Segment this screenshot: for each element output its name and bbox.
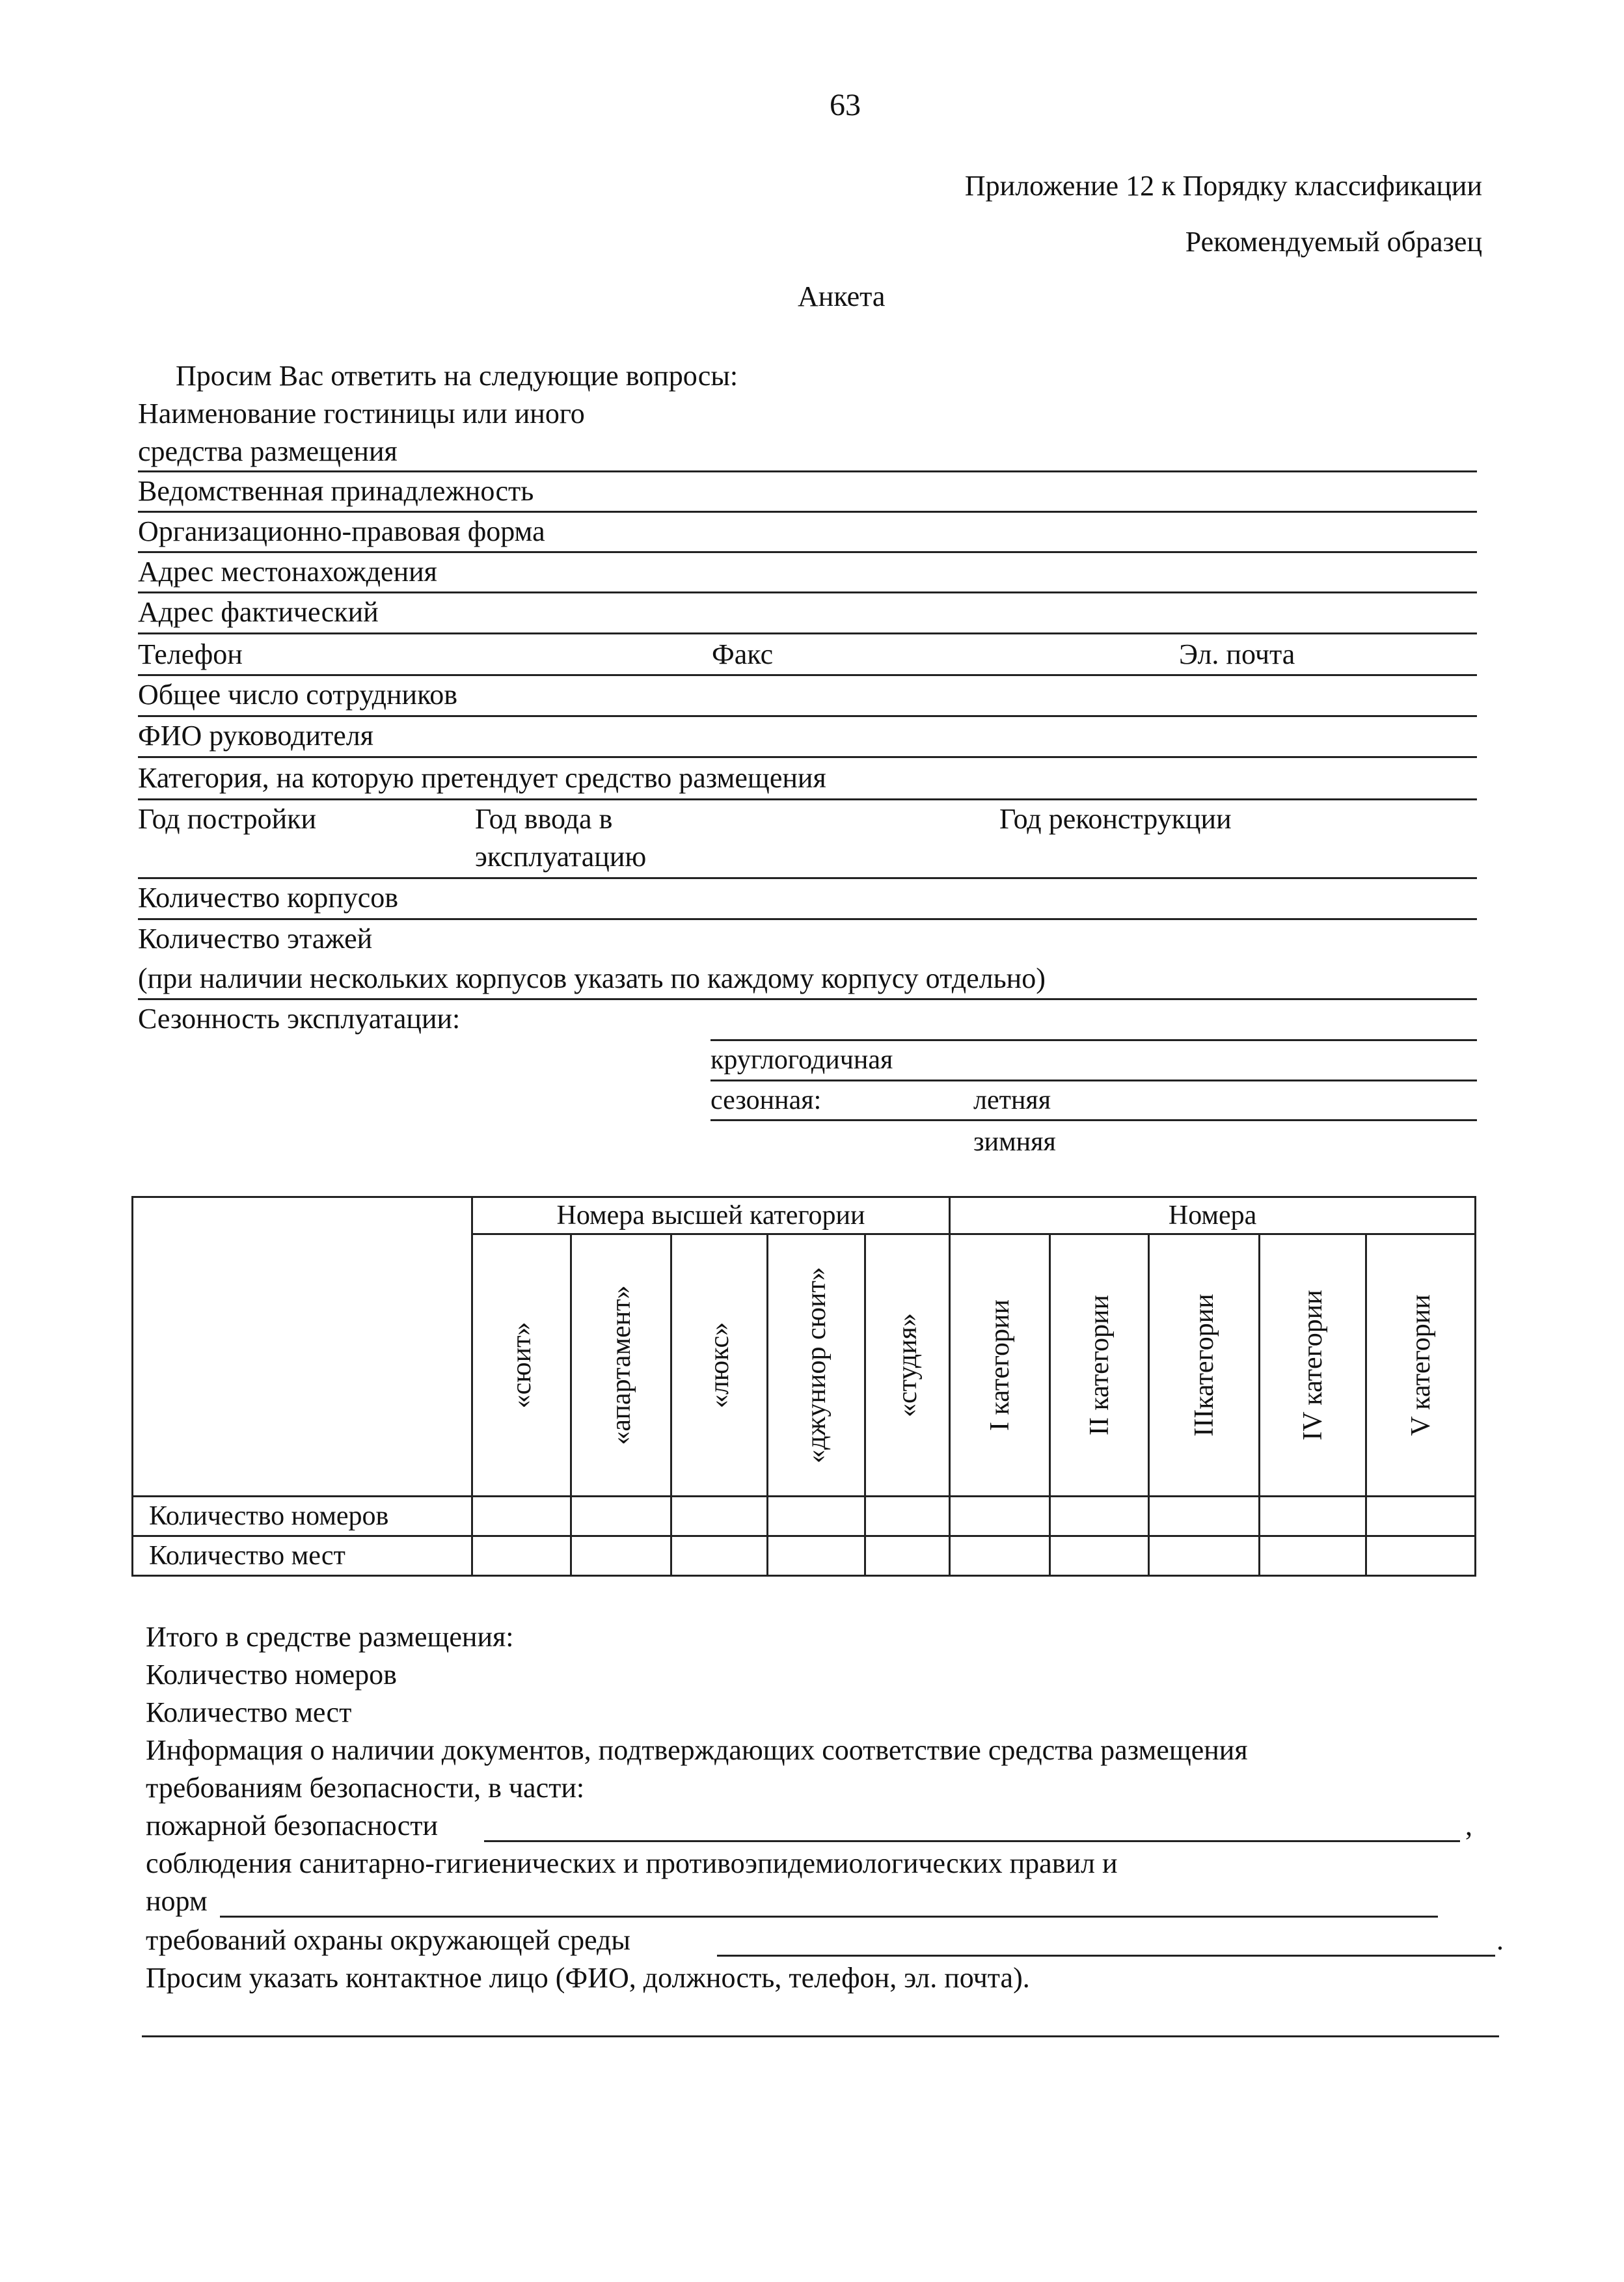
- col-studio: «студия»: [865, 1234, 950, 1497]
- contact-person-line[interactable]: [142, 2035, 1499, 2037]
- appendix-reference: Приложение 12 к Порядку классификации: [964, 170, 1482, 202]
- total-places-label: Количество мест: [146, 1696, 352, 1728]
- category-label: Категория, на которую претендует средство размещения: [138, 762, 826, 794]
- year-commission-label: Год ввода в: [475, 803, 613, 835]
- environment-line[interactable]: [717, 1955, 1495, 1957]
- year-commission-label-2: эксплуатацию: [475, 841, 647, 873]
- sanitary-line[interactable]: [220, 1916, 1438, 1918]
- table-cell[interactable]: [768, 1536, 865, 1576]
- email-label: Эл. почта: [1179, 638, 1295, 670]
- table-cell[interactable]: [1260, 1536, 1366, 1576]
- col-category-4: IV категории: [1260, 1234, 1366, 1497]
- department-label: Ведомственная принадлежность: [138, 475, 534, 507]
- table-cell[interactable]: [1149, 1497, 1260, 1536]
- table-cell[interactable]: [671, 1497, 768, 1536]
- table-cell[interactable]: [1050, 1536, 1149, 1576]
- director-label: ФИО руководителя: [138, 720, 373, 752]
- total-rooms-label: Количество номеров: [146, 1659, 397, 1691]
- recommended-sample: Рекомендуемый образец: [1185, 226, 1482, 258]
- floors-line[interactable]: [138, 998, 1477, 1000]
- buildings-label: Количество корпусов: [138, 882, 399, 914]
- rooms-table: [131, 1196, 1476, 1577]
- group-highest-header: Номера высшей категории: [472, 1197, 950, 1234]
- table-cell[interactable]: [950, 1497, 1050, 1536]
- col-suite: «сюит»: [472, 1234, 571, 1497]
- table-cell[interactable]: [1366, 1536, 1476, 1576]
- employees-label: Общее число сотрудников: [138, 679, 458, 711]
- summer-option: летняя: [973, 1085, 1051, 1115]
- actual-address-line[interactable]: [138, 632, 1477, 634]
- col-category-2: II категории: [1050, 1234, 1149, 1497]
- phone-label: Телефон: [138, 638, 243, 670]
- category-line[interactable]: [138, 798, 1477, 800]
- year-round-line[interactable]: [710, 1080, 1477, 1081]
- table-cell[interactable]: [472, 1536, 571, 1576]
- actual-address-label: Адрес фактический: [138, 596, 379, 628]
- year-built-label: Год постройки: [138, 803, 317, 835]
- form-title: Анкета: [798, 280, 886, 312]
- table-cell[interactable]: [571, 1536, 671, 1576]
- environment-label: требований охраны окружающей среды: [146, 1924, 630, 1956]
- fire-safety-line[interactable]: [484, 1840, 1460, 1842]
- documents-info-label-2: требованиям безопасности, в части:: [146, 1772, 585, 1804]
- intro-text: Просим Вас ответить на следующие вопросы:: [176, 360, 738, 392]
- year-reconstruction-label: Год реконструкции: [999, 803, 1232, 835]
- table-row: [133, 1497, 1476, 1536]
- table-cell[interactable]: [571, 1497, 671, 1536]
- table-cell[interactable]: [671, 1536, 768, 1576]
- fire-safety-comma: ,: [1465, 1810, 1472, 1841]
- director-line[interactable]: [138, 756, 1477, 758]
- buildings-line[interactable]: [138, 918, 1477, 920]
- fax-label: Факс: [712, 638, 774, 670]
- row-label-rooms: Количество номеров: [133, 1497, 472, 1536]
- seasonality-label: Сезонность эксплуатации:: [138, 1003, 461, 1035]
- environment-period: .: [1496, 1924, 1504, 1956]
- seasonal-line[interactable]: [710, 1119, 1477, 1121]
- col-category-3: IIIкатегории: [1149, 1234, 1260, 1497]
- table-cell[interactable]: [1149, 1536, 1260, 1576]
- floors-note: (при наличии нескольких корпусов указать по каждому корпусу отдельно): [138, 962, 1046, 994]
- table-cell[interactable]: [1260, 1497, 1366, 1536]
- employees-line[interactable]: [138, 715, 1477, 717]
- col-junior-suite: «джуниор сюит»: [768, 1234, 865, 1497]
- documents-info-label: Информация о наличии документов, подтверждающих соответствие средства размещения: [146, 1734, 1248, 1766]
- year-round-option: круглогодичная: [710, 1045, 893, 1075]
- col-category-1: I категории: [950, 1234, 1050, 1497]
- fire-safety-label: пожарной безопасности: [146, 1810, 439, 1841]
- contact-person-label: Просим указать контактное лицо (ФИО, должность, телефон, эл. почта).: [146, 1962, 1030, 1994]
- col-apartment: «апартамент»: [571, 1234, 671, 1497]
- table-row: [133, 1536, 1476, 1576]
- table-cell[interactable]: [865, 1497, 950, 1536]
- table-cell[interactable]: [472, 1497, 571, 1536]
- seasonal-option: сезонная:: [710, 1085, 822, 1115]
- page-number: 63: [830, 88, 861, 122]
- table-cell[interactable]: [1366, 1497, 1476, 1536]
- group-rooms-header: Номера: [950, 1197, 1476, 1234]
- table-cell[interactable]: [865, 1536, 950, 1576]
- row-label-places: Количество мест: [133, 1536, 472, 1576]
- table-cell[interactable]: [768, 1497, 865, 1536]
- sanitary-label: соблюдения санитарно-гигиенических и противоэпидемиологических правил и: [146, 1847, 1118, 1879]
- legal-form-label: Организационно-правовая форма: [138, 515, 545, 547]
- hotel-name-line[interactable]: [138, 470, 1477, 472]
- seasonality-line[interactable]: [710, 1039, 1477, 1041]
- table-cell[interactable]: [1050, 1497, 1149, 1536]
- table-corner: [133, 1197, 472, 1497]
- winter-option: зимняя: [973, 1127, 1056, 1157]
- hotel-name-label: Наименование гостиницы или иного: [138, 398, 585, 429]
- floors-label: Количество этажей: [138, 923, 373, 955]
- location-address-label: Адрес местонахождения: [138, 556, 437, 588]
- col-lux: «люкс»: [671, 1234, 768, 1497]
- department-line[interactable]: [138, 511, 1477, 513]
- years-line[interactable]: [138, 877, 1477, 879]
- col-category-5: V категории: [1366, 1234, 1476, 1497]
- contacts-line[interactable]: [138, 674, 1477, 676]
- table-cell[interactable]: [950, 1536, 1050, 1576]
- hotel-name-label-2: средства размещения: [138, 435, 398, 467]
- location-address-line[interactable]: [138, 591, 1477, 593]
- total-label: Итого в средстве размещения:: [146, 1621, 514, 1653]
- sanitary-label-2: норм: [146, 1885, 208, 1917]
- legal-form-line[interactable]: [138, 551, 1477, 553]
